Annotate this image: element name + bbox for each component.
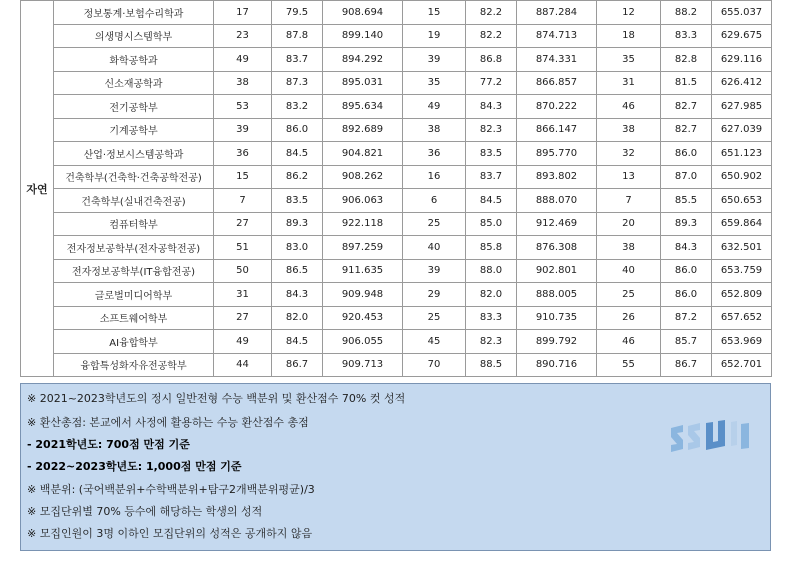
note-line: ※ 모집인원이 3명 이하인 모집단위의 성적은 공개하지 않음: [27, 527, 313, 540]
percentile-2022-cell: 85.8: [466, 236, 517, 260]
count-2022-cell: 19: [403, 24, 466, 48]
count-2022-cell: 25: [403, 212, 466, 236]
count-2021-cell: 7: [214, 189, 272, 213]
count-2021-cell: 31: [214, 283, 272, 307]
count-2022-cell: 38: [403, 118, 466, 142]
table-row: [21, 189, 772, 213]
count-2021-cell: 53: [214, 95, 272, 119]
table-row: [21, 24, 772, 48]
percentile-2021-cell: 86.0: [272, 118, 323, 142]
count-2022-cell: 45: [403, 330, 466, 354]
table-row: [21, 353, 772, 377]
score-2023-cell: 653.969: [712, 330, 772, 354]
percentile-2023-cell: 89.3: [661, 212, 712, 236]
score-2022-cell: 888.070: [517, 189, 597, 213]
score-2021-cell: 906.055: [323, 330, 403, 354]
percentile-2021-cell: 86.5: [272, 259, 323, 283]
count-2022-cell: 35: [403, 71, 466, 95]
percentile-2021-cell: 83.0: [272, 236, 323, 260]
percentile-2023-cell: 85.5: [661, 189, 712, 213]
department-cell: 전기공학부: [54, 95, 214, 119]
percentile-2022-cell: 82.3: [466, 330, 517, 354]
score-2022-cell: 890.716: [517, 353, 597, 377]
percentile-2022-cell: 82.2: [466, 24, 517, 48]
count-2021-cell: 27: [214, 306, 272, 330]
table-row: [21, 330, 772, 354]
percentile-2023-cell: 81.5: [661, 71, 712, 95]
count-2022-cell: 25: [403, 306, 466, 330]
note-line: ※ 환산총점: 본교에서 사정에 활용하는 수능 환산점수 총점: [27, 416, 309, 429]
percentile-2021-cell: 83.5: [272, 189, 323, 213]
percentile-2021-cell: 83.7: [272, 48, 323, 72]
score-2022-cell: 887.284: [517, 1, 597, 25]
table-row: [21, 71, 772, 95]
count-2022-cell: 70: [403, 353, 466, 377]
score-2022-cell: 910.735: [517, 306, 597, 330]
percentile-2021-cell: 87.3: [272, 71, 323, 95]
count-2023-cell: 40: [597, 259, 661, 283]
table-row: [21, 95, 772, 119]
score-2021-cell: 906.063: [323, 189, 403, 213]
count-2023-cell: 31: [597, 71, 661, 95]
table-row: [21, 48, 772, 72]
percentile-2023-cell: 82.7: [661, 95, 712, 119]
percentile-2023-cell: 87.0: [661, 165, 712, 189]
department-cell: 기계공학부: [54, 118, 214, 142]
count-2022-cell: 49: [403, 95, 466, 119]
count-2023-cell: 20: [597, 212, 661, 236]
score-2023-cell: 651.123: [712, 142, 772, 166]
count-2023-cell: 55: [597, 353, 661, 377]
department-cell: 글로벌미디어학부: [54, 283, 214, 307]
score-2022-cell: 912.469: [517, 212, 597, 236]
table-row: [21, 283, 772, 307]
percentile-2023-cell: 87.2: [661, 306, 712, 330]
count-2023-cell: 13: [597, 165, 661, 189]
percentile-2021-cell: 86.2: [272, 165, 323, 189]
count-2022-cell: 36: [403, 142, 466, 166]
count-2022-cell: 39: [403, 259, 466, 283]
percentile-2022-cell: 88.0: [466, 259, 517, 283]
count-2022-cell: 16: [403, 165, 466, 189]
score-2022-cell: 874.331: [517, 48, 597, 72]
percentile-2021-cell: 89.3: [272, 212, 323, 236]
count-2021-cell: 49: [214, 48, 272, 72]
percentile-2022-cell: 77.2: [466, 71, 517, 95]
count-2021-cell: 51: [214, 236, 272, 260]
percentile-2022-cell: 88.5: [466, 353, 517, 377]
note-line: ※ 백분위: (국어백분위+수학백분위+탐구2개백분위평균)/3: [27, 483, 315, 496]
table-row: [21, 236, 772, 260]
table-row: [21, 259, 772, 283]
count-2023-cell: 38: [597, 236, 661, 260]
department-cell: 신소재공학과: [54, 71, 214, 95]
count-2021-cell: 44: [214, 353, 272, 377]
score-2023-cell: 629.675: [712, 24, 772, 48]
admission-results-table: [20, 0, 772, 377]
department-cell: 융합특성화자유전공학부: [54, 353, 214, 377]
percentile-2021-cell: 84.5: [272, 142, 323, 166]
percentile-2023-cell: 83.3: [661, 24, 712, 48]
score-2023-cell: 632.501: [712, 236, 772, 260]
score-2022-cell: 866.147: [517, 118, 597, 142]
percentile-2023-cell: 86.0: [661, 142, 712, 166]
note-line: - 2021학년도: 700점 만점 기준: [27, 438, 190, 451]
score-2021-cell: 895.031: [323, 71, 403, 95]
category-cell: 자연: [21, 1, 54, 377]
table-row: [21, 306, 772, 330]
percentile-2023-cell: 86.0: [661, 283, 712, 307]
score-2022-cell: 893.802: [517, 165, 597, 189]
score-2023-cell: 652.809: [712, 283, 772, 307]
score-2022-cell: 888.005: [517, 283, 597, 307]
count-2021-cell: 50: [214, 259, 272, 283]
logo-mark-u: [706, 420, 725, 450]
score-2021-cell: 908.262: [323, 165, 403, 189]
count-2021-cell: 15: [214, 165, 272, 189]
note-line: - 2022~2023학년도: 1,000점 만점 기준: [27, 460, 242, 473]
score-2023-cell: 652.701: [712, 353, 772, 377]
count-2021-cell: 39: [214, 118, 272, 142]
department-cell: 화학공학과: [54, 48, 214, 72]
score-2022-cell: 866.857: [517, 71, 597, 95]
count-2023-cell: 32: [597, 142, 661, 166]
score-2023-cell: 626.412: [712, 71, 772, 95]
percentile-2022-cell: 84.3: [466, 95, 517, 119]
score-2021-cell: 909.948: [323, 283, 403, 307]
percentile-2022-cell: 85.0: [466, 212, 517, 236]
department-cell: 건축학부(건축학·건축공학전공): [54, 165, 214, 189]
score-2023-cell: 650.902: [712, 165, 772, 189]
department-cell: 의생명시스템학부: [54, 24, 214, 48]
department-cell: 소프트웨어학부: [54, 306, 214, 330]
score-2021-cell: 922.118: [323, 212, 403, 236]
score-2021-cell: 894.292: [323, 48, 403, 72]
note-line: ※ 2021~2023학년도의 정시 일반전형 수능 백분위 및 환산점수 70% 컷 성적: [27, 392, 406, 405]
count-2022-cell: 39: [403, 48, 466, 72]
percentile-2023-cell: 85.7: [661, 330, 712, 354]
count-2021-cell: 23: [214, 24, 272, 48]
count-2023-cell: 7: [597, 189, 661, 213]
percentile-2021-cell: 86.7: [272, 353, 323, 377]
table-row: [21, 1, 772, 25]
score-2021-cell: 904.821: [323, 142, 403, 166]
logo-mark-s1: [671, 425, 683, 452]
percentile-2021-cell: 84.3: [272, 283, 323, 307]
score-2023-cell: 657.652: [712, 306, 772, 330]
logo-mark-bar2: [741, 423, 749, 449]
count-2022-cell: 29: [403, 283, 466, 307]
score-2021-cell: 895.634: [323, 95, 403, 119]
score-2021-cell: 920.453: [323, 306, 403, 330]
university-logo: [669, 418, 753, 458]
department-cell: 정보통계·보험수리학과: [54, 1, 214, 25]
score-2023-cell: 627.039: [712, 118, 772, 142]
count-2023-cell: 38: [597, 118, 661, 142]
percentile-2022-cell: 83.3: [466, 306, 517, 330]
count-2022-cell: 15: [403, 1, 466, 25]
percentile-2023-cell: 86.0: [661, 259, 712, 283]
count-2023-cell: 18: [597, 24, 661, 48]
department-cell: 전자정보공학부(IT융합전공): [54, 259, 214, 283]
percentile-2021-cell: 87.8: [272, 24, 323, 48]
department-cell: 전자정보공학부(전자공학전공): [54, 236, 214, 260]
count-2023-cell: 26: [597, 306, 661, 330]
department-cell: 산업·정보시스템공학과: [54, 142, 214, 166]
count-2023-cell: 12: [597, 1, 661, 25]
count-2021-cell: 38: [214, 71, 272, 95]
count-2023-cell: 46: [597, 95, 661, 119]
logo-mark-s2: [688, 423, 700, 450]
score-2021-cell: 897.259: [323, 236, 403, 260]
score-2023-cell: 627.985: [712, 95, 772, 119]
percentile-2021-cell: 82.0: [272, 306, 323, 330]
department-cell: AI융합학부: [54, 330, 214, 354]
count-2023-cell: 25: [597, 283, 661, 307]
percentile-2023-cell: 84.3: [661, 236, 712, 260]
score-2021-cell: 911.635: [323, 259, 403, 283]
notes-box: [20, 383, 771, 551]
score-2022-cell: 870.222: [517, 95, 597, 119]
percentile-2021-cell: 79.5: [272, 1, 323, 25]
percentile-2023-cell: 82.8: [661, 48, 712, 72]
percentile-2022-cell: 84.5: [466, 189, 517, 213]
count-2022-cell: 6: [403, 189, 466, 213]
score-2023-cell: 629.116: [712, 48, 772, 72]
percentile-2022-cell: 82.0: [466, 283, 517, 307]
percentile-2022-cell: 82.2: [466, 1, 517, 25]
percentile-2023-cell: 82.7: [661, 118, 712, 142]
table-row: [21, 212, 772, 236]
percentile-2021-cell: 84.5: [272, 330, 323, 354]
score-2023-cell: 653.759: [712, 259, 772, 283]
department-cell: 컴퓨터학부: [54, 212, 214, 236]
count-2023-cell: 46: [597, 330, 661, 354]
percentile-2023-cell: 86.7: [661, 353, 712, 377]
score-2023-cell: 659.864: [712, 212, 772, 236]
table-row: [21, 165, 772, 189]
score-2022-cell: 895.770: [517, 142, 597, 166]
count-2021-cell: 27: [214, 212, 272, 236]
score-2021-cell: 908.694: [323, 1, 403, 25]
percentile-2022-cell: 83.7: [466, 165, 517, 189]
count-2023-cell: 35: [597, 48, 661, 72]
count-2021-cell: 49: [214, 330, 272, 354]
department-cell: 건축학부(실내건축전공): [54, 189, 214, 213]
score-2022-cell: 899.792: [517, 330, 597, 354]
count-2021-cell: 36: [214, 142, 272, 166]
score-2022-cell: 876.308: [517, 236, 597, 260]
score-2022-cell: 874.713: [517, 24, 597, 48]
score-2022-cell: 902.801: [517, 259, 597, 283]
percentile-2022-cell: 83.5: [466, 142, 517, 166]
score-2023-cell: 650.653: [712, 189, 772, 213]
score-2021-cell: 909.713: [323, 353, 403, 377]
score-2023-cell: 655.037: [712, 1, 772, 25]
count-2022-cell: 40: [403, 236, 466, 260]
logo-mark-bar1: [731, 421, 737, 446]
percentile-2022-cell: 82.3: [466, 118, 517, 142]
percentile-2022-cell: 86.8: [466, 48, 517, 72]
table-row: [21, 142, 772, 166]
note-line: ※ 모집단위별 70% 등수에 해당하는 학생의 성적: [27, 505, 263, 518]
count-2021-cell: 17: [214, 1, 272, 25]
percentile-2023-cell: 88.2: [661, 1, 712, 25]
score-2021-cell: 892.689: [323, 118, 403, 142]
table-row: [21, 118, 772, 142]
percentile-2021-cell: 83.2: [272, 95, 323, 119]
score-2021-cell: 899.140: [323, 24, 403, 48]
